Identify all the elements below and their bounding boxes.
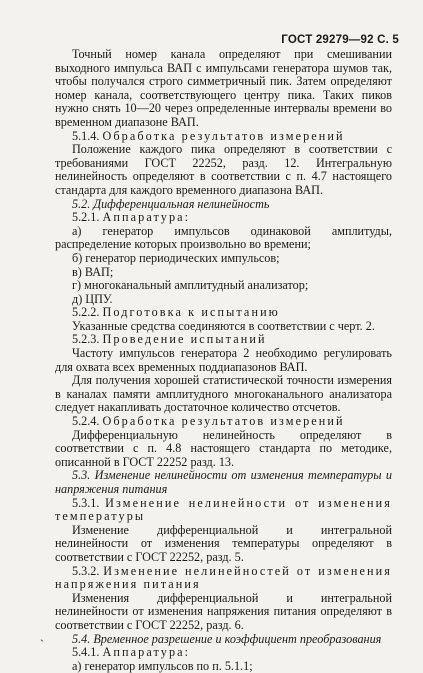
section-heading-5-2-4: 5.2.4. Обработка результатов измерений <box>72 414 345 429</box>
paragraph: Положение каждого пика определяют в соответствии с требованиями ГОСТ 22252, разд. 12. Интегральную нелинейность определяют в соответствии с п. 4.7 настоящего стандарта для каждого временного диапазона ВАП. <box>55 142 392 197</box>
section-heading-5-3: 5.3. Изменение нелинейности от изменения температуры и напряжения питания <box>55 468 392 496</box>
section-heading-5-2: 5.2. Дифференциальная нелинейность <box>72 196 270 211</box>
section-heading-5-4-1: 5.4.1. Аппаратура: <box>72 645 191 660</box>
paragraph: Изменение дифференциальной и интегральной нелинейности от изменения температуры определяют в соответствии с ГОСТ 22252, разд. 5. <box>55 522 392 564</box>
page-header: ГОСТ 29279—92 С. 5 <box>281 34 399 46</box>
page-content <box>55 48 392 673</box>
paragraph: Точный номер канала определяют при смешивании выходного импульса ВАП с импульсами генератора шумов так, чтобы получался строго симметричный пик. Затем определяют номер канала, соответствующего центру пика. Таких пиков нужно снять 10—20 через определенные интервалы времени во временном диапазоне ВАП. <box>55 47 392 129</box>
list-item: в) ВАП; <box>72 264 114 279</box>
section-heading-5-2-3: 5.2.3. Проведение испытаний <box>72 332 267 347</box>
paragraph: Дифференциальную нелинейность определяют в соответствии с п. 4.8 настоящего стандарта по методике, описанной в ГОСТ 22252 разд. 13. <box>55 427 392 469</box>
section-heading-5-2-1: 5.2.1. Аппаратура: <box>72 210 191 225</box>
list-item: д) ЦПУ. <box>72 291 113 306</box>
section-heading-5-3-2: 5.3.2. Изменение нелинейностей от изменения напряжения питания <box>55 563 392 592</box>
list-item: г) многоканальный амплитудный анализатор; <box>72 278 309 293</box>
list-item: а) генератор импульсов одинаковой амплитуды, распределение которых произвольно во времени; <box>55 223 392 252</box>
paragraph: Для получения хорошей статистической точности измерения в каналах памяти амплитудного многоканального анализатора следует накапливать достаточное количество отсчетов. <box>55 373 392 415</box>
section-heading-5-3-1: 5.3.1. Изменение нелинейности от изменения температуры <box>55 495 393 524</box>
section-heading-5-1-4: 5.1.4. Обработка результатов измерений <box>72 128 345 143</box>
margin-mark: ˏ <box>40 628 44 642</box>
list-item: б) генератор периодических импульсов; <box>72 250 280 265</box>
paragraph: Указанные средства соединяются в соответствии с черт. 2. <box>72 318 375 333</box>
section-heading-5-4: 5.4. Временное разрешение и коэффициент преобразования <box>72 631 382 646</box>
paragraph: Изменения дифференциальной и интегральной нелинейности от изменения напряжения питания определяют в соответствии с ГОСТ 22252, разд. 6. <box>55 590 392 632</box>
paragraph: Частоту импульсов генератора 2 необходимо регулировать для охвата всех временных поддиапазонов ВАП. <box>55 346 392 374</box>
section-heading-5-2-2: 5.2.2. Подготовка к испытанию <box>72 305 280 320</box>
list-item: а) генератор импульсов по п. 5.1.1; <box>72 658 253 673</box>
